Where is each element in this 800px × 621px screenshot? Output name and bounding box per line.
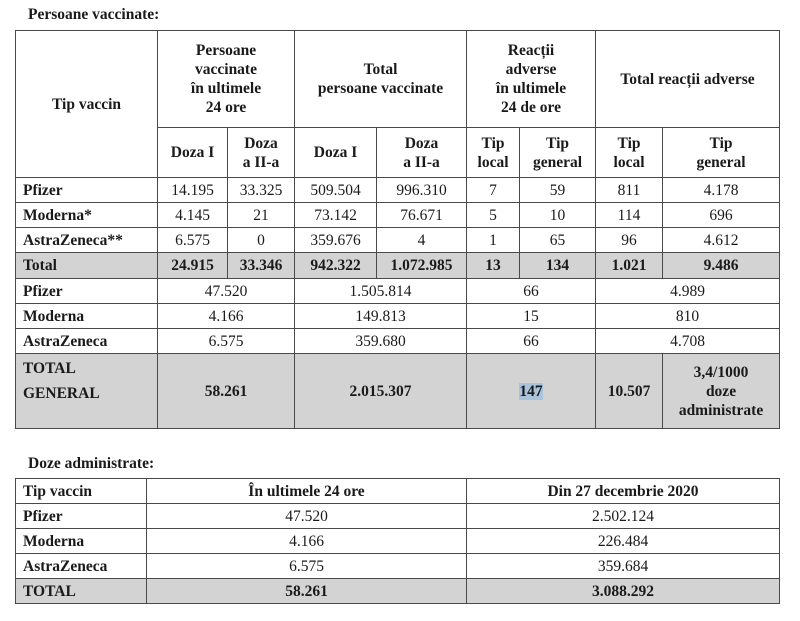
- cell-since: 359.684: [467, 554, 780, 579]
- subheader-tip-general: Tip general: [663, 128, 780, 178]
- cell-r24-local: 1: [467, 228, 520, 253]
- cell-tot-d2: 1.072.985: [377, 253, 467, 279]
- header-row: [16, 479, 780, 504]
- cell-tot-d1: 942.322: [295, 253, 377, 279]
- header-tip-vaccin: Tip vaccin: [16, 479, 147, 504]
- cell-v24-d2: 33.325: [228, 178, 295, 203]
- total-general-label: TOTAL GENERAL: [16, 354, 158, 429]
- cell-tot-d1: 73.142: [295, 203, 377, 228]
- cell-v24: 47.520: [158, 279, 295, 304]
- subheader-doza1: Doza I: [158, 128, 228, 178]
- cell-since: 226.484: [467, 529, 780, 554]
- section-title-doze-administrate: Doze administrate:: [28, 455, 155, 472]
- cell-24h: 4.166: [147, 529, 467, 554]
- cell-v24-d1: 6.575: [158, 228, 228, 253]
- total-row: [16, 579, 780, 604]
- cell-v24: 6.575: [158, 329, 295, 354]
- table-row: [16, 203, 780, 228]
- header-ultimele-24-ore: În ultimele 24 ore: [147, 479, 467, 504]
- total-general-rate: 3,4/1000 doze administrate: [663, 354, 780, 429]
- cell-r24-general: 59: [520, 178, 596, 203]
- cell-since: 3.088.292: [467, 579, 780, 604]
- total-general-v24: 58.261: [158, 354, 295, 429]
- cell-r24: 66: [467, 329, 596, 354]
- total-general-rt: 10.507: [596, 354, 663, 429]
- header-tip-vaccin: Tip vaccin: [16, 31, 158, 178]
- subheader-doza2: Doza a II-a: [377, 128, 467, 178]
- cell-v24-d2: 21: [228, 203, 295, 228]
- cell-v24-d2: 0: [228, 228, 295, 253]
- cell-r24-general: 10: [520, 203, 596, 228]
- row-name: Moderna: [16, 304, 158, 329]
- cell-tot: 149.813: [295, 304, 467, 329]
- cell-tot-d1: 359.676: [295, 228, 377, 253]
- row-name: Total: [16, 253, 158, 279]
- cell-since: 2.502.124: [467, 504, 780, 529]
- cell-v24: 4.166: [158, 304, 295, 329]
- cell-r24-general: 134: [520, 253, 596, 279]
- subheader-tip-general: Tip general: [520, 128, 596, 178]
- cell-tot-d2: 76.671: [377, 203, 467, 228]
- row-name: Pfizer: [16, 504, 147, 529]
- cell-rt-local: 1.021: [596, 253, 663, 279]
- row-name: AstraZeneca: [16, 554, 147, 579]
- cell-r24-local: 5: [467, 203, 520, 228]
- row-name: AstraZeneca: [16, 329, 158, 354]
- cell-rt-general: 9.486: [663, 253, 780, 279]
- cell-tot: 1.505.814: [295, 279, 467, 304]
- subheader-doza1: Doza I: [295, 128, 377, 178]
- cell-tot: 359.680: [295, 329, 467, 354]
- doze-administrate-table: [15, 478, 780, 604]
- total-row: [16, 253, 780, 279]
- header-din-27-decembrie: Din 27 decembrie 2020: [467, 479, 780, 504]
- cell-tot-d2: 4: [377, 228, 467, 253]
- cell-24h: 47.520: [147, 504, 467, 529]
- total-general-row: [16, 354, 780, 429]
- cell-r24-local: 7: [467, 178, 520, 203]
- cell-v24-d2: 33.346: [228, 253, 295, 279]
- cell-r24: 66: [467, 279, 596, 304]
- cell-v24-d1: 24.915: [158, 253, 228, 279]
- cell-rt-local: 811: [596, 178, 663, 203]
- header-row-groups: [16, 31, 780, 128]
- cell-r24-local: 13: [467, 253, 520, 279]
- table-row: [16, 178, 780, 203]
- header-group-total-vaccinate: Total persoane vaccinate: [295, 31, 467, 128]
- cell-rt-local: 96: [596, 228, 663, 253]
- row-name: Pfizer: [16, 178, 158, 203]
- summary-row: [16, 329, 780, 354]
- cell-rt: 810: [596, 304, 780, 329]
- table-row: [16, 504, 780, 529]
- cell-rt: 4.989: [596, 279, 780, 304]
- subheader-tip-local: Tip local: [467, 128, 520, 178]
- cell-rt-general: 4.612: [663, 228, 780, 253]
- subheader-doza2: Doza a II-a: [228, 128, 295, 178]
- cell-24h: 6.575: [147, 554, 467, 579]
- row-name: TOTAL: [16, 579, 147, 604]
- cell-v24-d1: 14.195: [158, 178, 228, 203]
- subheader-tip-local: Tip local: [596, 128, 663, 178]
- table-row: [16, 228, 780, 253]
- selected-text[interactable]: 147: [519, 382, 543, 400]
- row-name: Moderna: [16, 529, 147, 554]
- cell-r24: 15: [467, 304, 596, 329]
- total-general-r24[interactable]: [467, 354, 596, 429]
- header-group-total-reactii: Total reacții adverse: [596, 31, 780, 128]
- row-name: AstraZeneca**: [16, 228, 158, 253]
- cell-v24-d1: 4.145: [158, 203, 228, 228]
- cell-rt-general: 696: [663, 203, 780, 228]
- row-name: Pfizer: [16, 279, 158, 304]
- cell-rt-local: 114: [596, 203, 663, 228]
- summary-row: [16, 279, 780, 304]
- row-name: Moderna*: [16, 203, 158, 228]
- cell-r24-general: 65: [520, 228, 596, 253]
- cell-tot-d1: 509.504: [295, 178, 377, 203]
- section-title-persoane-vaccinate: Persoane vaccinate:: [28, 6, 160, 23]
- persoane-vaccinate-table: [15, 30, 780, 429]
- header-group-reactii-24h: Reacții adverse în ultimele 24 de ore: [467, 31, 596, 128]
- cell-tot-d2: 996.310: [377, 178, 467, 203]
- cell-rt: 4.708: [596, 329, 780, 354]
- summary-row: [16, 304, 780, 329]
- cell-rt-general: 4.178: [663, 178, 780, 203]
- total-general-tot: 2.015.307: [295, 354, 467, 429]
- cell-24h: 58.261: [147, 579, 467, 604]
- header-group-vaccinate-24h: Persoane vaccinate în ultimele 24 ore: [158, 31, 295, 128]
- table-row: [16, 529, 780, 554]
- table-row: [16, 554, 780, 579]
